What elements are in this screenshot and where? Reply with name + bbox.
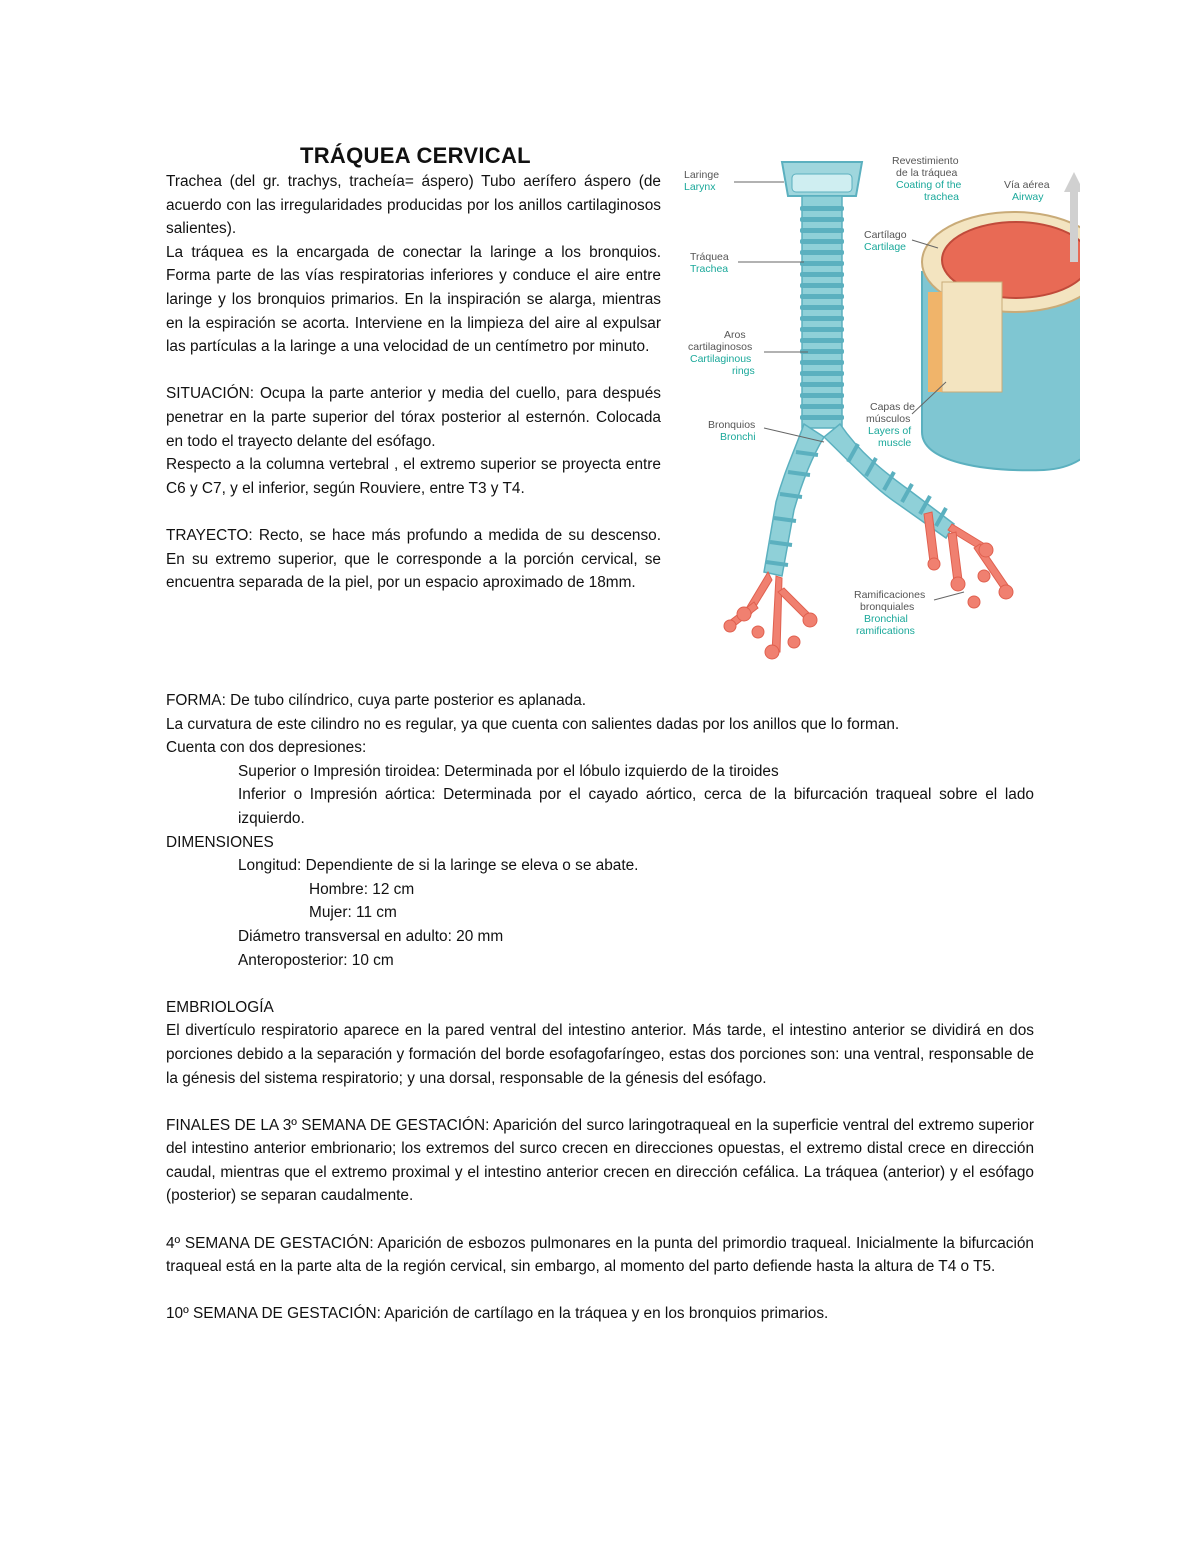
embriologia-text: El divertículo respiratorio aparece en la pared ventral del intestino anterior. Más tarde, el intestino anterior se dividirá en dos porciones debido a la separación y formación del borde esofagofaríngeo, estas dos porciones son: una ventral, responsable de la génesis del sistema respiratorio; y una dorsal, responsable de la génesis del esófago. [166, 1022, 1034, 1087]
cartilage-ring [800, 250, 844, 255]
semana10-label: 10º SEMANA DE GESTACIÓN: [166, 1305, 381, 1323]
label-cartilago: Cartílago [864, 229, 907, 241]
trayecto-paragraph [166, 524, 661, 595]
situacion-paragraph-2: Respecto a la columna vertebral , el extremo superior se proyecta entre C6 y C7, y el inferior, según Rouviere, entre T3 y T4. [166, 456, 661, 497]
situacion-paragraph [166, 382, 661, 453]
label-coating-1: Coating of the [896, 179, 962, 191]
diametro-line [166, 925, 1034, 949]
semana10-paragraph [166, 1302, 1034, 1326]
label-revestimiento-2: de la tráquea [896, 167, 958, 179]
muscle-layer [928, 292, 942, 392]
label-traquea: Tráquea [690, 251, 729, 263]
cartilage-ring [800, 338, 844, 343]
diametro-value: 20 mm [451, 927, 504, 945]
cartilage-ring [800, 393, 844, 398]
intro-paragraph-1: Trachea (del gr. trachys, tracheía= áspero) Tubo aerífero áspero (de acuerdo con las irregularidades producidas por los anillos cartilaginosos salientes). [166, 173, 661, 238]
cartilage-ring [800, 239, 844, 244]
intro-section [166, 170, 661, 595]
anteroposterior-line [166, 949, 1034, 973]
semana4-text: Aparición de esbozos pulmonares en la punta del primordio traqueal. Inicialmente la bifurcación traqueal está en la parte alta de la región cervical, sin embargo, al momento del parto defiende hasta la altura de T4 o T5. [166, 1234, 1034, 1276]
label-aros-1: Aros [724, 329, 746, 341]
diametro-label: Diámetro transversal en adulto: [238, 927, 452, 945]
cartilage-ring [800, 382, 844, 387]
label-rings-1: Cartilaginous [690, 353, 752, 365]
label-larynx: Larynx [684, 181, 716, 193]
cartilage-ring [800, 283, 844, 288]
semana4-paragraph [166, 1232, 1034, 1279]
forma-line-2: La curvatura de este cilindro no es regular, ya que cuenta con salientes dadas por los anillos que lo forman. [166, 715, 900, 733]
cartilage-ring [800, 261, 844, 266]
forma-paragraph [166, 689, 1034, 713]
cartilage-ring [800, 327, 844, 332]
label-trachea: Trachea [690, 263, 729, 275]
label-rings-2: rings [732, 365, 755, 377]
hombre-line: Hombre: 12 cm [309, 880, 415, 898]
trayecto-label: TRAYECTO: [166, 526, 253, 544]
cartilage-ring [800, 217, 844, 222]
label-via-aerea: Vía aérea [1004, 179, 1050, 191]
label-bronquios: Bronquios [708, 419, 756, 431]
label-capas-1: Capas de [870, 401, 915, 413]
cartilage-ring [800, 316, 844, 321]
label-coating-2: trachea [924, 191, 960, 203]
embriologia-heading: EMBRIOLOGÍA [166, 998, 274, 1016]
label-cartilage: Cartilage [864, 241, 907, 253]
cartilage-ring [800, 228, 844, 233]
label-ramificaciones-1: Ramificaciones [854, 589, 926, 601]
semana3-text: Aparición del surco laringotraqueal en la superficie ventral del extremo superior del intestino anterior embrionario; los extremos del surco crecen en direcciones opuestas, el extremo distal crece en dirección caudal, mientras que el extremo proximal y el intestino anterior crecen en dirección cefálica. La tráquea (anterior) y el esófago (posterior) se separan caudalmente. [166, 1116, 1034, 1205]
label-bronchi: Bronchi [720, 431, 756, 443]
cartilage-ring [800, 371, 844, 376]
forma-inferior-label: Inferior o Impresión aórtica: [238, 786, 436, 804]
semana4-label: 4º SEMANA DE GESTACIÓN: [166, 1234, 374, 1252]
cartilage-block [942, 282, 1002, 392]
forma-text: De tubo cilíndrico, cuya parte posterior es aplanada. [225, 692, 587, 709]
label-aros-2: cartilaginosos [688, 341, 753, 353]
cartilage-ring [800, 415, 844, 420]
cartilage-ring [800, 294, 844, 299]
trayecto-text: Recto, se hace más profundo a medida de su descenso. En su extremo superior, que le corresponde a la porción cervical, se encuentra separada de la piel, por un espacio aproximado de 18mm. [166, 526, 661, 592]
anteroposterior-value: 10 cm [347, 951, 394, 969]
label-revestimiento-1: Revestimiento [892, 155, 959, 167]
semana10-text: Aparición de cartílago en la tráquea y en los bronquios primarios. [380, 1305, 829, 1323]
label-laringe: Laringe [684, 169, 720, 181]
cartilage-ring [800, 404, 844, 409]
semana3-label: FINALES DE LA 3º SEMANA DE GESTACIÓN: [166, 1116, 490, 1134]
label-ramificaciones-2: bronquiales [860, 601, 915, 613]
left-bronchus [764, 424, 824, 576]
forma-superior-text: Determinada por el lóbulo izquierdo de la tiroides [439, 762, 779, 780]
mujer-line: Mujer: 11 cm [309, 904, 397, 922]
anteroposterior-label: Anteroposterior: [238, 951, 348, 969]
label-bronchial-1: Bronchial [864, 613, 908, 625]
label-capas-2: músculos [866, 413, 911, 425]
trachea-diagram [684, 152, 1080, 692]
situacion-label: SITUACIÓN: [166, 385, 255, 403]
forma-inferior [166, 783, 1034, 830]
cartilage-ring [800, 360, 844, 365]
cartilage-ring [800, 272, 844, 277]
cartilage-ring [800, 305, 844, 310]
label-bronchial-2: ramifications [856, 625, 915, 637]
trachea-cross-section [922, 172, 1080, 470]
longitud-label: Longitud: [238, 857, 302, 875]
forma-label: FORMA: [166, 692, 226, 709]
dimensiones-heading: DIMENSIONES [166, 833, 274, 851]
label-layers-2: muscle [878, 437, 912, 449]
forma-line-3: Cuenta con dos depresiones: [166, 739, 367, 757]
situacion-text: Ocupa la parte anterior y media del cuello, para después penetrar en la parte superior del tórax posterior al esternón. Colocada en todo el trayecto delante del esófago. [166, 385, 661, 450]
label-layers-1: Layers of [868, 425, 912, 437]
label-airway: Airway [1012, 191, 1044, 203]
forma-superior-label: Superior o Impresión tiroidea: [238, 762, 440, 780]
longitud-text: Dependiente de si la laringe se eleva o se abate. [301, 857, 639, 875]
larynx-inner [792, 174, 852, 192]
longitud-line [166, 854, 1034, 878]
body-section [166, 689, 1034, 1326]
intro-paragraph-2: La tráquea es la encargada de conectar la laringe a los bronquios. Forma parte de las vías respiratorias inferiores y conduce el aire entre laringe y los bronquios primarios. En la inspiración se alarga, mientras en la espiración se acorta. Interviene en la limpieza del aire al expulsar las partículas a la laringe a una velocidad de un centímetro por minuto. [166, 243, 661, 356]
semana3-paragraph [166, 1114, 1034, 1208]
page-title: TRÁQUEA CERVICAL [300, 143, 531, 168]
forma-inferior-text: Determinada por el cayado aórtico, cerca de la bifurcación traqueal sobre el lado izquierdo. [238, 786, 1034, 827]
forma-superior [166, 760, 1034, 784]
cartilage-ring [800, 206, 844, 211]
